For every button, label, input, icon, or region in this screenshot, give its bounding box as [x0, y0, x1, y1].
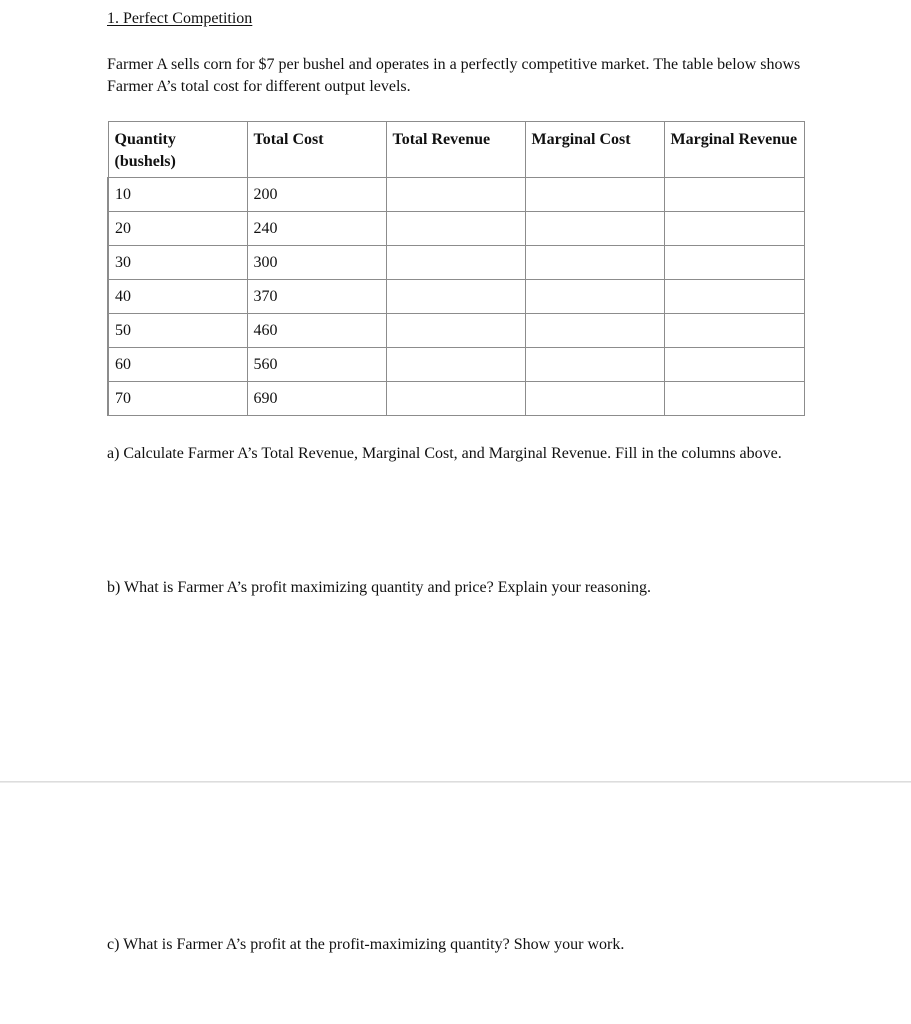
cell-total-cost: 300	[247, 246, 386, 280]
cell-quantity: 40	[108, 280, 247, 314]
cell-total-revenue	[386, 246, 525, 280]
table-row	[108, 212, 804, 246]
table-row	[108, 280, 804, 314]
cell-total-revenue	[386, 348, 525, 382]
cell-marginal-revenue	[664, 178, 804, 212]
cell-quantity: 50	[108, 314, 247, 348]
cell-quantity: 70	[108, 382, 247, 416]
cell-marginal-revenue	[664, 246, 804, 280]
cell-marginal-cost	[525, 178, 664, 212]
cell-total-cost: 200	[247, 178, 386, 212]
cell-marginal-cost	[525, 314, 664, 348]
cell-total-cost: 370	[247, 280, 386, 314]
header-marginal-cost: Marginal Cost	[525, 122, 664, 178]
header-quantity: Quantity (bushels)	[108, 122, 247, 178]
cell-total-cost: 560	[247, 348, 386, 382]
cell-marginal-revenue	[664, 348, 804, 382]
page-break-divider	[0, 781, 911, 783]
cell-quantity: 60	[108, 348, 247, 382]
cell-marginal-cost	[525, 212, 664, 246]
cell-marginal-cost	[525, 280, 664, 314]
table-row	[108, 382, 804, 416]
cell-total-cost: 460	[247, 314, 386, 348]
header-total-revenue: Total Revenue	[386, 122, 525, 178]
cell-marginal-cost	[525, 246, 664, 280]
cell-marginal-revenue	[664, 314, 804, 348]
header-total-cost: Total Cost	[247, 122, 386, 178]
cell-quantity: 30	[108, 246, 247, 280]
table-row	[108, 178, 804, 212]
cell-total-revenue	[386, 280, 525, 314]
question-b: b) What is Farmer A’s profit maximizing quantity and price? Explain your reasoning.	[107, 579, 652, 596]
header-marginal-revenue: Marginal Revenue	[664, 122, 804, 178]
cell-total-revenue	[386, 314, 525, 348]
section-heading: 1. Perfect Competition	[107, 10, 253, 27]
cell-marginal-cost	[525, 382, 664, 416]
cell-total-cost: 240	[247, 212, 386, 246]
table-header-row	[108, 122, 804, 178]
table-row	[108, 348, 804, 382]
table-row	[108, 314, 804, 348]
cell-total-revenue	[386, 178, 525, 212]
question-a: a) Calculate Farmer A’s Total Revenue, Marginal Cost, and Marginal Revenue. Fill in the columns above.	[107, 445, 782, 462]
cell-total-cost: 690	[247, 382, 386, 416]
intro-paragraph: Farmer A sells corn for $7 per bushel and operates in a perfectly competitive market. The table below shows Farmer A’s total cost for different output levels.	[107, 56, 801, 95]
table-row	[108, 246, 804, 280]
cell-marginal-revenue	[664, 280, 804, 314]
cell-total-revenue	[386, 382, 525, 416]
cell-total-revenue	[386, 212, 525, 246]
cell-marginal-revenue	[664, 382, 804, 416]
cell-marginal-cost	[525, 348, 664, 382]
cell-marginal-revenue	[664, 212, 804, 246]
cell-quantity: 10	[108, 178, 247, 212]
cell-quantity: 20	[108, 212, 247, 246]
question-c: c) What is Farmer A’s profit at the profit-maximizing quantity? Show your work.	[107, 936, 625, 953]
cost-table	[107, 121, 805, 416]
